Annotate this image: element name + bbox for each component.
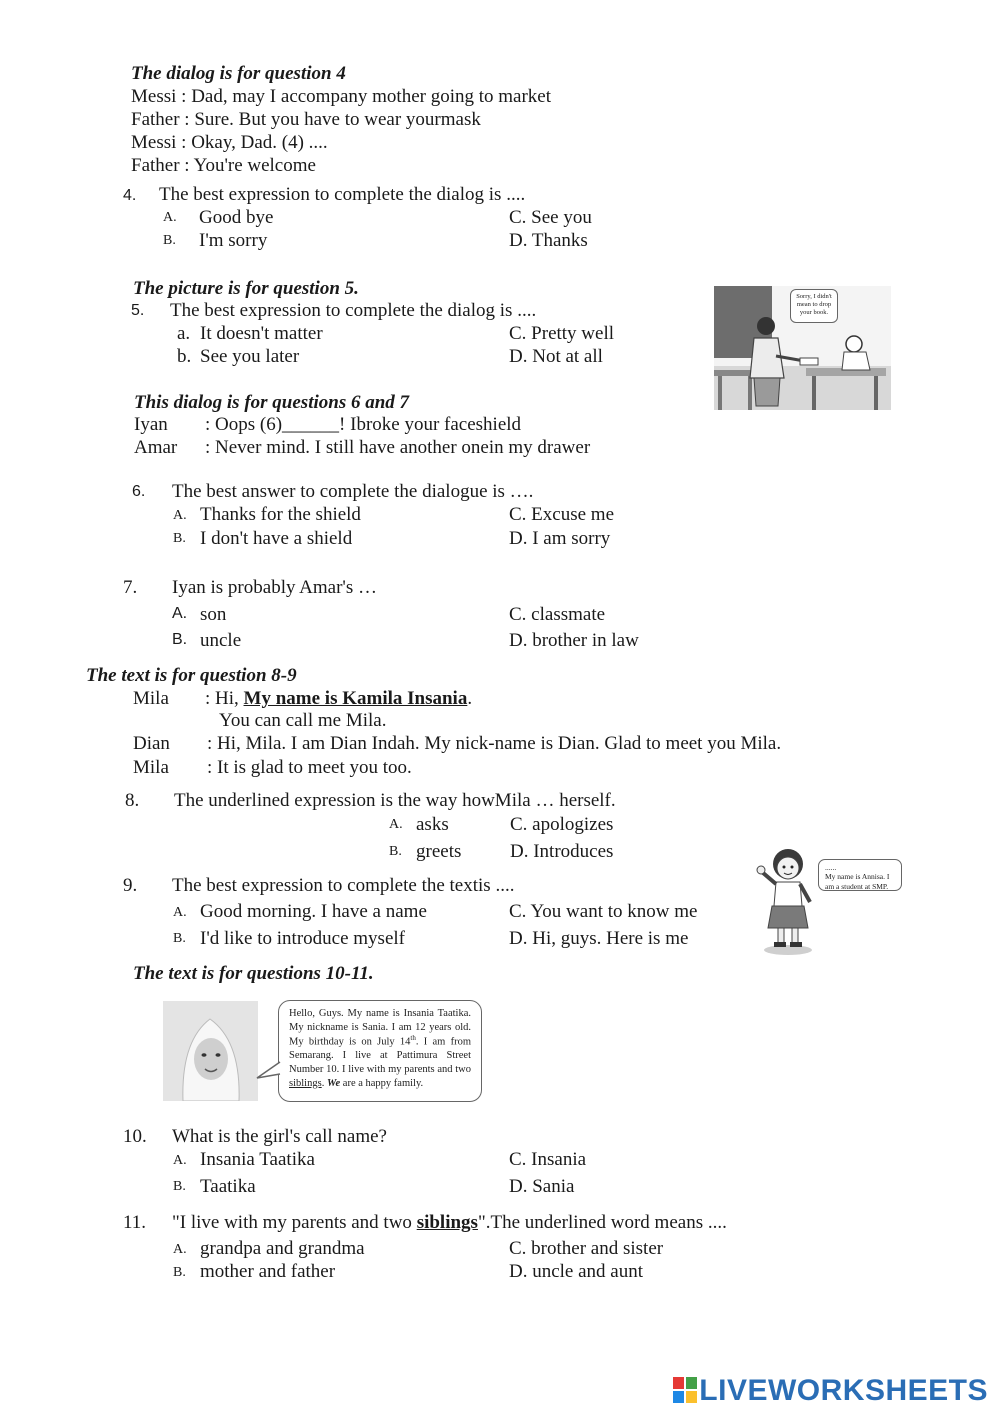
q89-line-dian: : Hi, Mila. I am Dian Indah. My nick-name is Dian. Glad to meet you Mila. (207, 733, 782, 754)
q10-number: 10. (123, 1126, 147, 1147)
q8-option-b-letter: B. (389, 844, 402, 859)
q10-option-a[interactable]: Insania Taatika (200, 1149, 315, 1170)
q5-option-b[interactable]: See you later (200, 346, 300, 367)
q8-option-a[interactable]: asks (416, 814, 449, 835)
q6-option-b[interactable]: I don't have a shield (200, 528, 353, 549)
q6-option-a-letter: A. (173, 508, 187, 523)
q4-option-a-letter: A. (163, 210, 177, 225)
q4-option-c[interactable]: C. See you (509, 207, 592, 228)
q4-heading: The dialog is for question 4 (131, 63, 346, 84)
q8-question: The underlined expression is the way howMila … herself. (174, 790, 616, 811)
line: Sure. But you have to wear yourmask (194, 109, 481, 130)
q4-dialog-line-2 (131, 109, 481, 131)
q9-number: 9. (123, 875, 138, 896)
q5-question: The best expression to complete the dialog is .... (170, 300, 537, 321)
classroom-picture (714, 286, 891, 410)
q5-option-a-letter: a. (177, 323, 191, 344)
q89-speaker-mila-2: Mila (133, 757, 169, 778)
q9-question: The best expression to complete the textis .... (172, 875, 515, 896)
q11-question (172, 1212, 727, 1234)
q4-option-b[interactable]: I'm sorry (199, 230, 268, 251)
q10-option-d[interactable]: D. Sania (509, 1176, 575, 1197)
q4-option-a[interactable]: Good bye (199, 207, 274, 228)
student-girl-picture (752, 842, 912, 957)
q6-option-b-letter: B. (173, 531, 186, 546)
q67-line-2: : Never mind. I still have another onein my drawer (205, 437, 591, 458)
q67-speaker-1: Iyan (134, 414, 168, 435)
bubble-siblings: siblings (289, 1077, 322, 1089)
q8-option-d[interactable]: D. Introduces (510, 841, 614, 862)
q11-option-a-letter: A. (173, 1242, 187, 1257)
q4-question: The best expression to complete the dialog is .... (159, 184, 526, 205)
q89-line-mila-1 (205, 688, 472, 710)
q11-option-c[interactable]: C. brother and sister (509, 1238, 664, 1259)
underlined-expression: My name is Kamila Insania (243, 688, 468, 709)
question-post: ".The underlined word means .... (477, 1212, 727, 1233)
bubble-dots: ...... (825, 863, 837, 872)
line: You're welcome (193, 155, 316, 176)
q8-option-c[interactable]: C. apologizes (510, 814, 614, 835)
q11-option-b[interactable]: mother and father (200, 1261, 336, 1282)
bubble-sup: th (410, 1034, 416, 1043)
q8-number: 8. (125, 790, 140, 811)
question-pre: "I live with my parents and two (172, 1212, 417, 1233)
q7-option-b[interactable]: uncle (200, 630, 242, 651)
sep: : (179, 109, 195, 130)
logo-text: LIVEWORKSHEETS (699, 1374, 988, 1407)
speaker: Father (131, 155, 180, 176)
q9-option-b-letter: B. (173, 931, 186, 946)
q5-heading: The picture is for question 5. (133, 278, 359, 299)
line: Okay, Dad. (4) .... (191, 132, 328, 153)
q10-option-c[interactable]: C. Insania (509, 1149, 587, 1170)
q4-number: 4. (123, 187, 137, 204)
q7-number: 7. (123, 577, 138, 598)
q89-speaker-mila-1: Mila (133, 688, 169, 709)
logo-grid-icon (673, 1377, 697, 1403)
speaker: Messi (131, 132, 177, 153)
q7-option-c[interactable]: C. classmate (509, 604, 606, 625)
q67-line-1: : Oops (6)______! Ibroke your faceshield (205, 414, 522, 435)
sep: : (176, 132, 192, 153)
q5-option-c[interactable]: C. Pretty well (509, 323, 615, 344)
q1011-heading: The text is for questions 10-11. (133, 963, 374, 984)
q89-speaker-dian: Dian (133, 733, 170, 754)
q6-number: 6. (132, 483, 146, 500)
q5-speech-bubble: Sorry, I didn't mean to drop your book. (790, 289, 838, 323)
q8-option-b[interactable]: greets (416, 841, 462, 862)
q6-option-a[interactable]: Thanks for the shield (200, 504, 361, 525)
prefix: : Hi, (205, 688, 244, 709)
q11-option-d[interactable]: D. uncle and aunt (509, 1261, 644, 1282)
underlined-word: siblings (416, 1212, 478, 1233)
speaker: Messi (131, 86, 177, 107)
bubble-part: . (321, 1077, 327, 1089)
q10-option-a-letter: A. (173, 1153, 187, 1168)
q11-number: 11. (123, 1212, 147, 1233)
q89-heading: The text is for question 8-9 (86, 665, 297, 686)
q9-option-a[interactable]: Good morning. I have a name (200, 901, 427, 922)
q9-option-b[interactable]: I'd like to introduce myself (200, 928, 405, 949)
q7-option-a-letter: A. (172, 605, 188, 622)
q11-option-a[interactable]: grandpa and grandma (200, 1238, 365, 1259)
bubble-part: . I am from Semarang. I live at Pattimura Street Number 10. I live with my parents and two (289, 1036, 471, 1076)
q9-option-c[interactable]: C. You want to know me (509, 901, 698, 922)
suffix: . (467, 688, 473, 709)
sep: : (179, 155, 194, 176)
sep: : (176, 86, 192, 107)
girl-illustration (752, 842, 822, 957)
q10-option-b-letter: B. (173, 1179, 186, 1194)
hijab-girl-photo (163, 1001, 258, 1101)
q11-option-b-letter: B. (173, 1265, 186, 1280)
q7-option-b-letter: B. (172, 631, 188, 648)
q67-heading: This dialog is for questions 6 and 7 (134, 392, 410, 413)
q6-question: The best answer to complete the dialogue is …. (172, 481, 534, 502)
q67-speaker-2: Amar (134, 437, 178, 458)
q7-question: Iyan is probably Amar's … (172, 577, 378, 598)
q4-option-d[interactable]: D. Thanks (509, 230, 588, 251)
bubble-tail (255, 1060, 281, 1084)
q9-option-a-letter: A. (173, 905, 187, 920)
q4-dialog-line-4 (131, 155, 316, 177)
girl-photo-illustration (163, 1001, 258, 1101)
q5-option-d[interactable]: D. Not at all (509, 346, 603, 367)
q4-dialog-line-1 (131, 86, 551, 108)
q4-dialog-line-3 (131, 132, 328, 154)
bubble-text: My name is Annisa. I am a student at SMP. (825, 872, 890, 891)
q89-line-mila-1b: You can call me Mila. (219, 710, 387, 731)
liveworksheets-logo[interactable] (673, 1374, 988, 1408)
q7-option-d[interactable]: D. brother in law (509, 630, 639, 651)
q6-option-c[interactable]: C. Excuse me (509, 504, 615, 525)
q5-option-a[interactable]: It doesn't matter (200, 323, 323, 344)
q5-number: 5. (131, 302, 145, 319)
bubble-part: are a happy family. (340, 1077, 424, 1089)
q8-option-a-letter: A. (389, 817, 403, 832)
q6-option-d[interactable]: D. I am sorry (509, 528, 611, 549)
q7-option-a[interactable]: son (200, 604, 227, 625)
q1011-speech-bubble (278, 1000, 482, 1102)
q5-option-b-letter: b. (177, 346, 192, 367)
q89-line-mila-2: : It is glad to meet you too. (207, 757, 412, 778)
q10-option-b[interactable]: Taatika (200, 1176, 256, 1197)
bubble-we: We (326, 1077, 341, 1089)
q4-option-b-letter: B. (163, 233, 176, 248)
bubble-part: Hello, Guys. My name is Insania Taatika. My nickname is Sania. I am 12 years old. My birthday is on July 14 (289, 1008, 471, 1048)
q10-question: What is the girl's call name? (172, 1126, 387, 1147)
q9-option-d[interactable]: D. Hi, guys. Here is me (509, 928, 689, 949)
line: Dad, may I accompany mother going to market (191, 86, 552, 107)
q9-speech-bubble (818, 859, 902, 891)
speaker: Father (131, 109, 180, 130)
